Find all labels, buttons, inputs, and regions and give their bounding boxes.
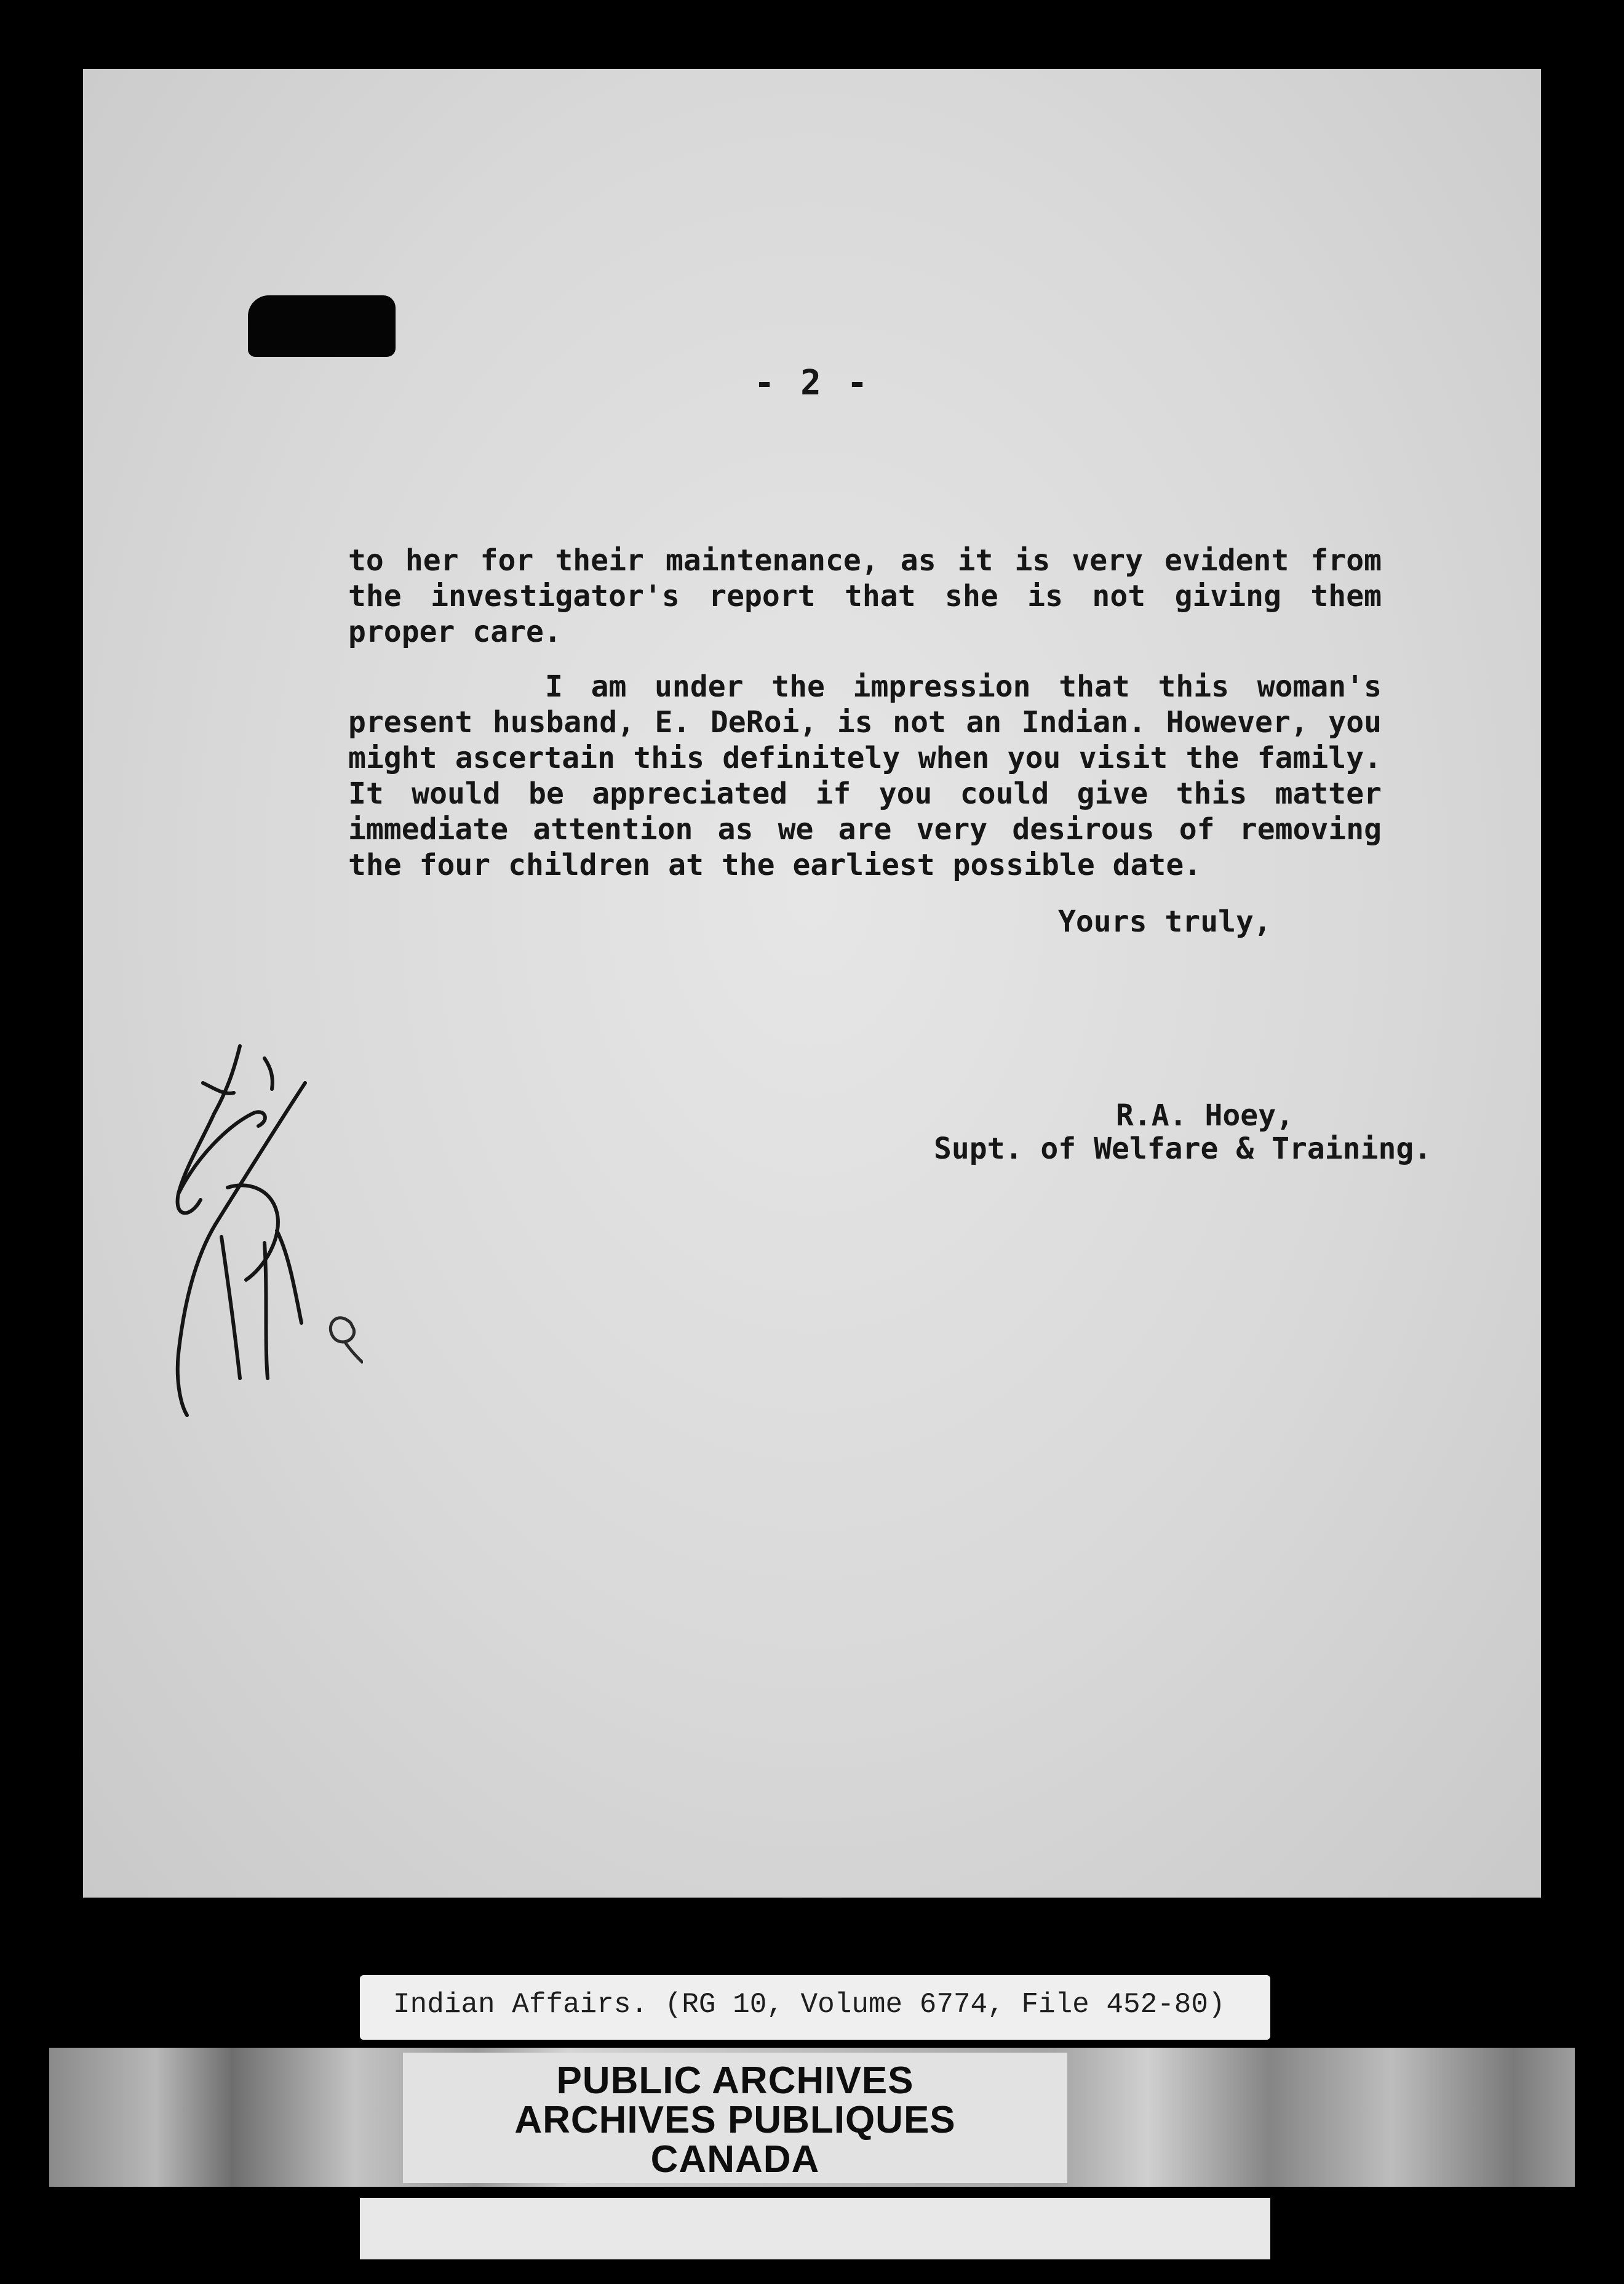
stamp-line-public-archives: PUBLIC ARCHIVES [556, 2059, 914, 2102]
signer-title: Supt. of Welfare & Training. [934, 1132, 1432, 1166]
stamp-line-archives-publiques: ARCHIVES PUBLIQUES [514, 2099, 956, 2141]
letter-closing: Yours truly, [1058, 904, 1272, 939]
bottom-label-strip [360, 2198, 1270, 2259]
stamp-line-canada: CANADA [650, 2138, 820, 2181]
punch-hole [248, 295, 396, 357]
archive-reference-text: Indian Affairs. (RG 10, Volume 6774, File 452-80) [393, 1989, 1225, 2021]
signer-name: R.A. Hoey, [1116, 1098, 1294, 1133]
letter-paragraph-1: to her for their maintenance, as it is very evident from the investigator's report that she is not giving them proper care. [348, 543, 1382, 649]
document-page [83, 69, 1541, 1898]
letter-paragraph-2: I am under the impression that this woman's present husband, E. DeRoi, is not an Indian. However, you might ascertain this definitely when you visit the family. It would be appreciated if you could give this matter immediate attention as we are very desirous of removing the four children at the earliest possible date. [348, 669, 1382, 882]
handwritten-initials [141, 1034, 363, 1428]
page-number: - 2 - [754, 363, 870, 403]
archives-stamp [403, 2053, 1067, 2183]
archive-reference-label [360, 1975, 1270, 2040]
